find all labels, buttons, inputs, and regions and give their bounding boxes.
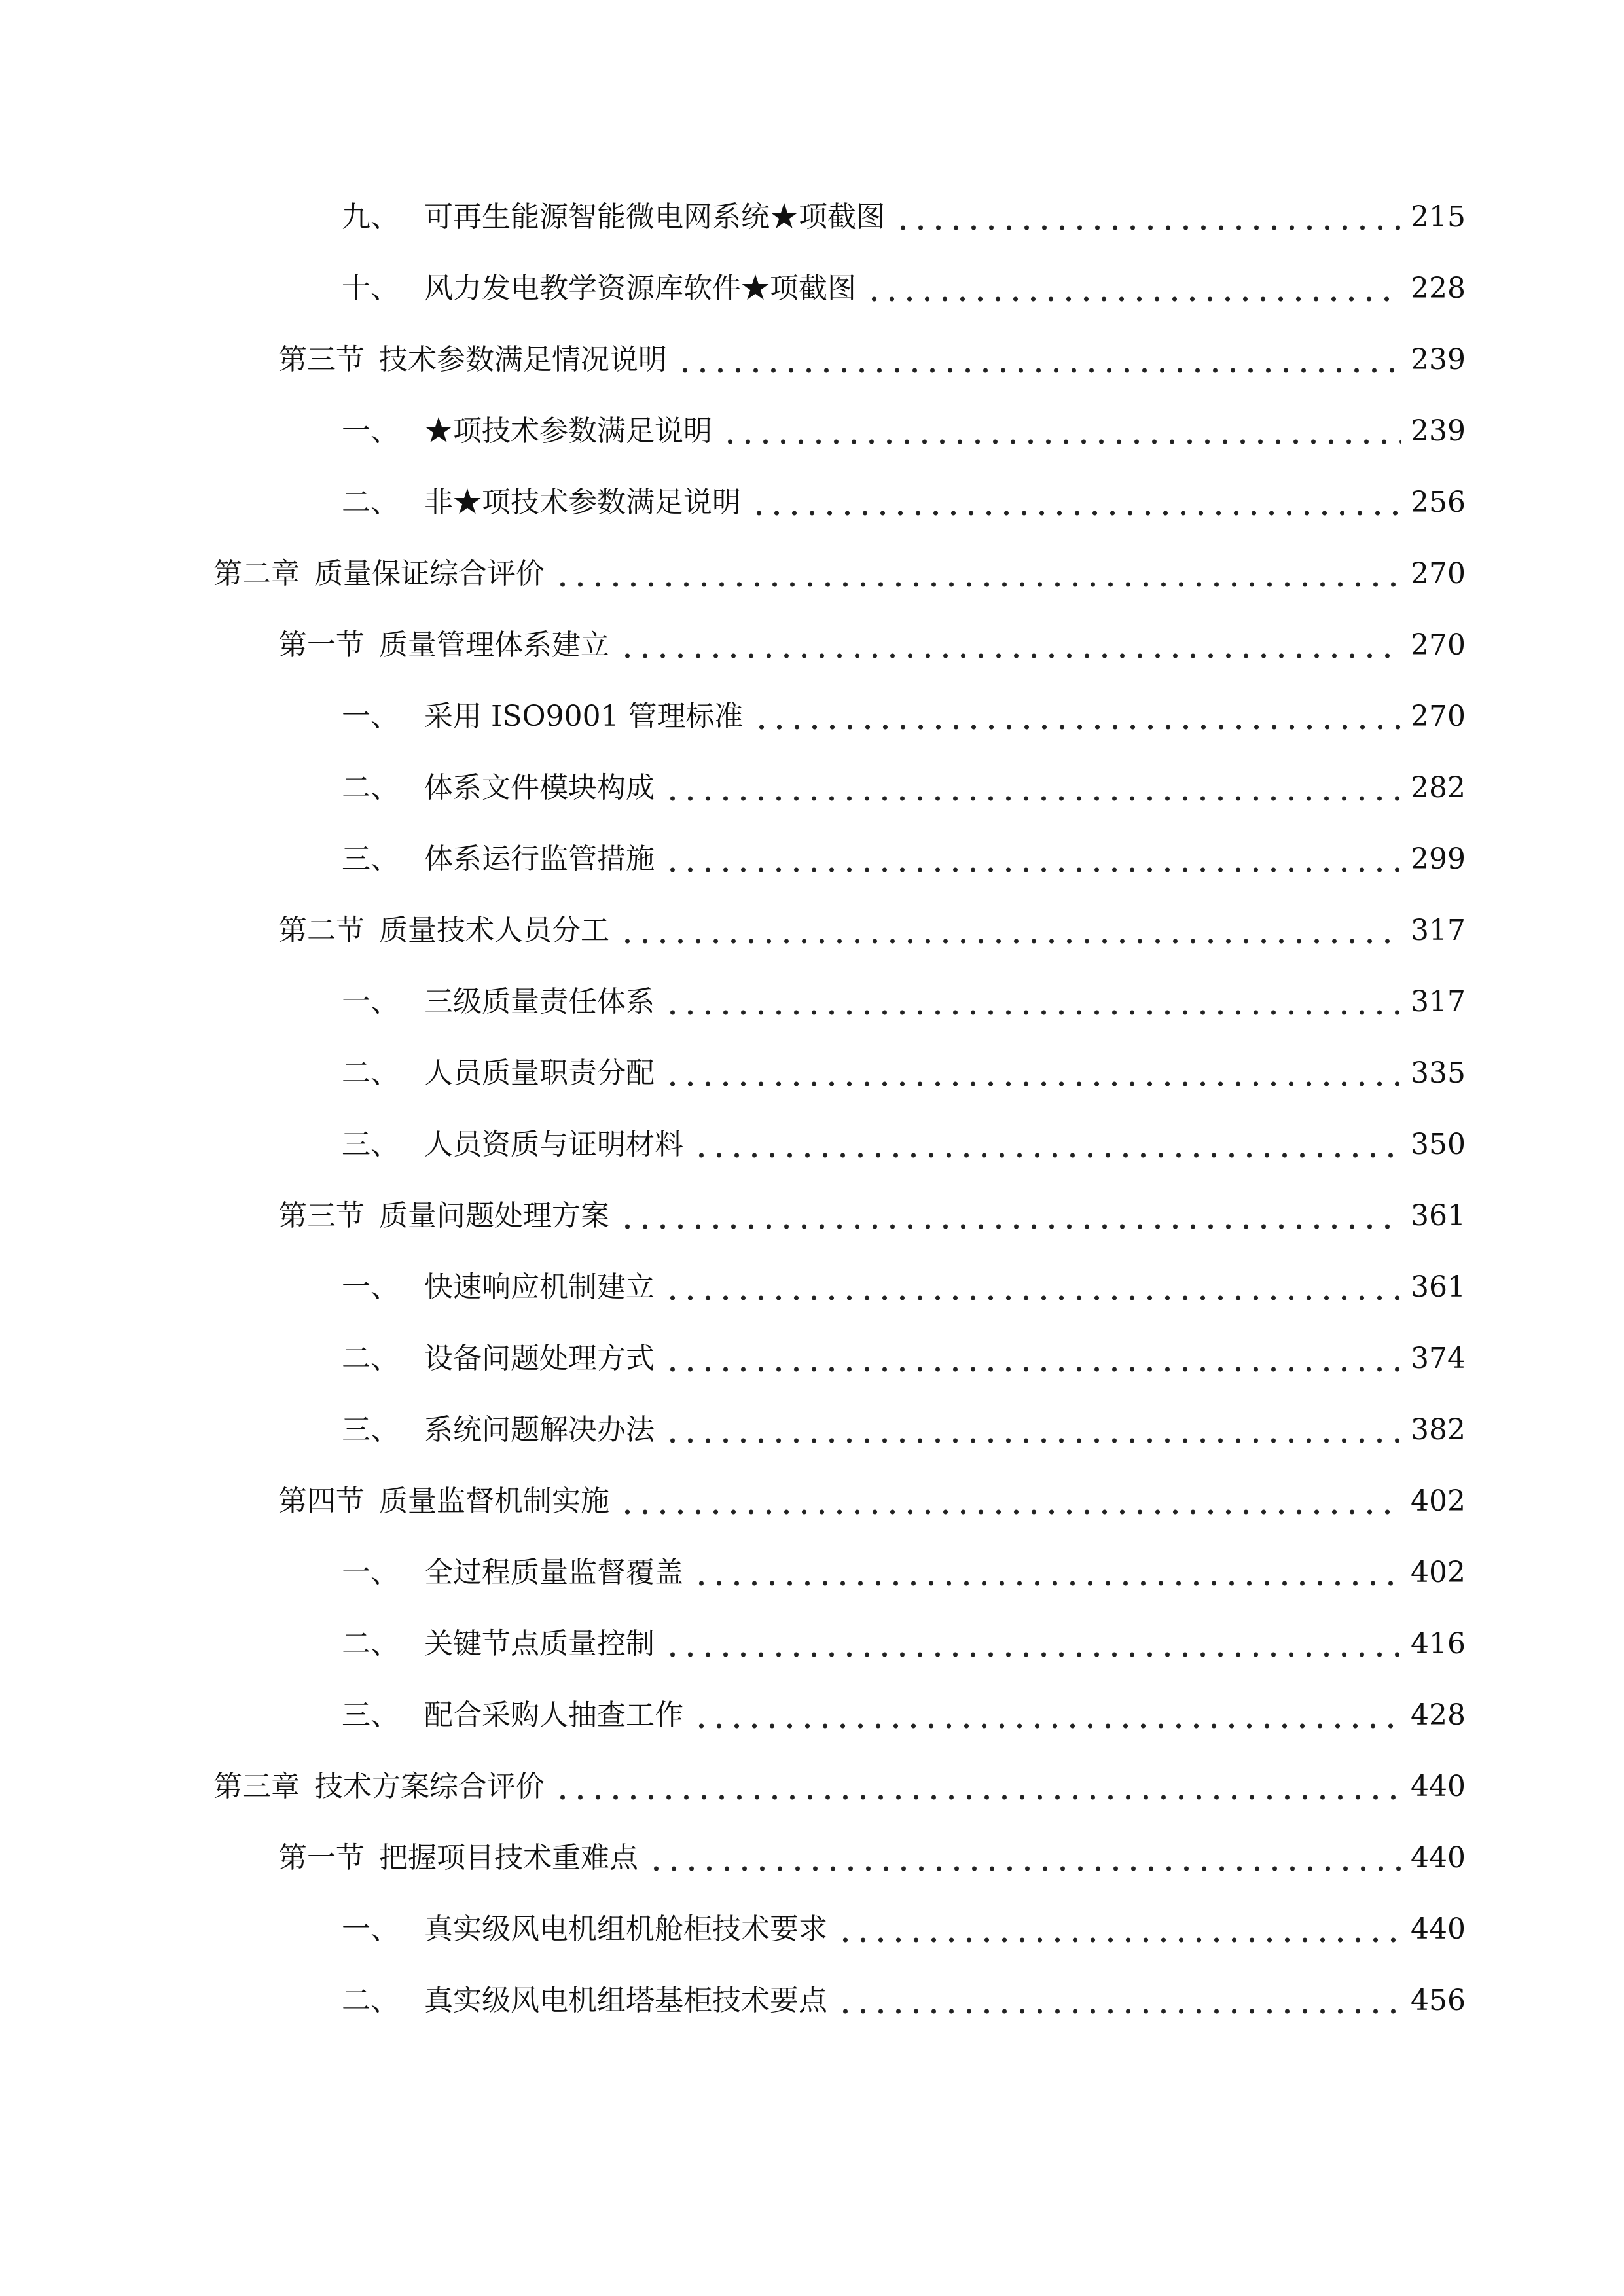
dot-leader (619, 622, 1401, 668)
toc-entry-number: 一、 (342, 700, 399, 733)
toc-entry-title: 技术方案综合评价 (314, 1770, 545, 1803)
dot-leader (664, 979, 1401, 1025)
toc-entry-number: 二、 (342, 771, 399, 804)
dot-leader (554, 551, 1401, 597)
toc-entry-title: 三级质量责任体系 (424, 985, 655, 1018)
toc-entry-title: 全过程质量监督覆盖 (424, 1556, 683, 1589)
toc-entry-page: 382 (1411, 1413, 1466, 1446)
toc-entry[interactable] (342, 266, 1466, 312)
toc-entry-number: 二、 (342, 486, 399, 519)
dot-leader (664, 765, 1401, 811)
toc-entry-title: 质量管理体系建立 (379, 628, 609, 662)
dot-leader (837, 1978, 1401, 2024)
toc-entry-number: 第一节 (278, 1841, 365, 1874)
dot-leader (664, 1407, 1401, 1453)
toc-entry-title: 质量监督机制实施 (379, 1484, 609, 1518)
toc-entry-number: 三、 (342, 1413, 399, 1446)
dot-leader (693, 1693, 1401, 1738)
toc-entry-page: 428 (1411, 1698, 1466, 1732)
toc-entry-number: 三、 (342, 842, 399, 876)
toc-entry[interactable] (342, 480, 1466, 526)
toc-entry[interactable] (342, 1621, 1466, 1667)
toc-entry-page: 440 (1411, 1912, 1466, 1946)
toc-entry-title: 风力发电教学资源库软件★项截图 (424, 272, 856, 305)
toc-entry[interactable] (342, 408, 1466, 454)
toc-entry-number: 一、 (342, 414, 399, 448)
dot-leader (664, 836, 1401, 882)
dot-leader (647, 1835, 1401, 1881)
toc-entry[interactable] (278, 337, 1466, 383)
toc-entry[interactable] (342, 1050, 1466, 1096)
toc-entry-page: 335 (1411, 1056, 1466, 1090)
dot-leader (554, 1764, 1401, 1810)
dot-leader (619, 908, 1401, 954)
toc-entry-page: 317 (1411, 985, 1466, 1018)
toc-entry-page: 317 (1411, 914, 1466, 947)
toc-entry[interactable] (278, 622, 1466, 668)
dot-leader (894, 194, 1401, 240)
toc-entry-title: 可再生能源智能微电网系统★项截图 (424, 200, 885, 234)
toc-entry[interactable] (213, 551, 1466, 597)
dot-leader (676, 337, 1401, 383)
toc-entry-page: 440 (1411, 1841, 1466, 1874)
toc-entry[interactable] (342, 1550, 1466, 1596)
toc-entry-number: 十、 (342, 272, 399, 305)
toc-entry-page: 402 (1411, 1484, 1466, 1518)
toc-entry[interactable] (342, 1407, 1466, 1453)
toc-entry-page: 374 (1411, 1342, 1466, 1375)
toc-entry-number: 九、 (342, 200, 399, 234)
toc-entry-title: 质量问题处理方案 (379, 1199, 609, 1232)
toc-entry[interactable] (278, 1193, 1466, 1239)
toc-entry-page: 361 (1411, 1270, 1466, 1304)
dot-leader (664, 1265, 1401, 1310)
toc-entry-number: 一、 (342, 1912, 399, 1946)
toc-entry[interactable] (342, 1265, 1466, 1310)
dot-leader (664, 1050, 1401, 1096)
toc-entry-title: 设备问题处理方式 (424, 1342, 655, 1375)
toc-entry[interactable] (342, 1693, 1466, 1738)
toc-entry-title: 非★项技术参数满足说明 (424, 486, 741, 519)
toc-entry-page: 416 (1411, 1627, 1466, 1660)
toc-entry-page: 228 (1411, 272, 1466, 305)
toc-entry-number: 一、 (342, 1270, 399, 1304)
toc-entry-page: 270 (1411, 557, 1466, 590)
toc-entry[interactable] (342, 194, 1466, 240)
toc-entry[interactable] (342, 979, 1466, 1025)
toc-entry-number: 二、 (342, 1056, 399, 1090)
toc-entry-page: 440 (1411, 1770, 1466, 1803)
toc-entry-title: 真实级风电机组塔基柜技术要点 (424, 1984, 827, 2017)
toc-entry-number: 第一节 (278, 628, 365, 662)
toc-entry[interactable] (342, 765, 1466, 811)
toc-entry-number: 第三节 (278, 343, 365, 376)
toc-entry-title: 技术参数满足情况说明 (379, 343, 667, 376)
toc-entry-page: 361 (1411, 1199, 1466, 1232)
dot-leader (693, 1550, 1401, 1596)
toc-entry[interactable] (342, 1907, 1466, 1952)
toc-entry-number: 二、 (342, 1627, 399, 1660)
toc-entry-number: 一、 (342, 985, 399, 1018)
dot-leader (664, 1621, 1401, 1667)
toc-entry-title: 快速响应机制建立 (424, 1270, 655, 1304)
toc-entry[interactable] (278, 908, 1466, 954)
toc-entry[interactable] (278, 1835, 1466, 1881)
dot-leader (721, 408, 1401, 454)
toc-entry-number: 二、 (342, 1984, 399, 2017)
toc-entry-page: 239 (1411, 343, 1466, 376)
toc-entry-number: 二、 (342, 1342, 399, 1375)
dot-leader (693, 1122, 1401, 1168)
toc-entry[interactable] (342, 836, 1466, 882)
toc-entry-page: 270 (1411, 700, 1466, 733)
toc-entry[interactable] (342, 694, 1466, 740)
dot-leader (664, 1336, 1401, 1382)
toc-entry-title: 关键节点质量控制 (424, 1627, 655, 1660)
toc-entry-number: 第二节 (278, 914, 365, 947)
toc-entry-page: 299 (1411, 842, 1466, 876)
dot-leader (753, 694, 1401, 740)
toc-entry-title: 质量保证综合评价 (314, 557, 545, 590)
toc-entry-title: 系统问题解决办法 (424, 1413, 655, 1446)
toc-entry-title: 体系运行监管措施 (424, 842, 655, 876)
toc-entry-number: 三、 (342, 1698, 399, 1732)
dot-leader (619, 1479, 1401, 1524)
toc-entry-number: 第三节 (278, 1199, 365, 1232)
dot-leader (750, 480, 1401, 526)
toc-entry[interactable] (213, 1764, 1466, 1810)
toc-entry-title: ★项技术参数满足说明 (424, 414, 712, 448)
toc-entry-page: 282 (1411, 771, 1466, 804)
toc-entry[interactable] (342, 1978, 1466, 2024)
toc-entry-title: 配合采购人抽查工作 (424, 1698, 683, 1732)
toc-entry-page: 256 (1411, 486, 1466, 519)
toc-entry-number: 第二章 (213, 557, 300, 590)
dot-leader (837, 1907, 1401, 1952)
toc-entry-page: 239 (1411, 414, 1466, 448)
toc-entry[interactable] (342, 1122, 1466, 1168)
toc-entry-page: 270 (1411, 628, 1466, 662)
toc-entry[interactable] (278, 1479, 1466, 1524)
toc-entry-number: 第三章 (213, 1770, 300, 1803)
toc-entry-title: 真实级风电机组机舱柜技术要求 (424, 1912, 827, 1946)
toc-entry-title: 体系文件模块构成 (424, 771, 655, 804)
toc-entry-title: 把握项目技术重难点 (379, 1841, 638, 1874)
toc-entry-page: 350 (1411, 1128, 1466, 1161)
toc-entry-title: 人员资质与证明材料 (424, 1128, 683, 1161)
toc-entry-page: 402 (1411, 1556, 1466, 1589)
dot-leader (619, 1193, 1401, 1239)
toc-entry-number: 第四节 (278, 1484, 365, 1518)
toc-entry-number: 三、 (342, 1128, 399, 1161)
toc-entry-title: 质量技术人员分工 (379, 914, 609, 947)
toc-entry[interactable] (342, 1336, 1466, 1382)
toc-entry-title: 人员质量职责分配 (424, 1056, 655, 1090)
toc-entry-number: 一、 (342, 1556, 399, 1589)
dot-leader (865, 266, 1401, 312)
toc-entry-page: 215 (1411, 200, 1466, 234)
toc-entry-title: 采用 ISO9001 管理标准 (424, 700, 744, 733)
toc-entry-page: 456 (1411, 1984, 1466, 2017)
